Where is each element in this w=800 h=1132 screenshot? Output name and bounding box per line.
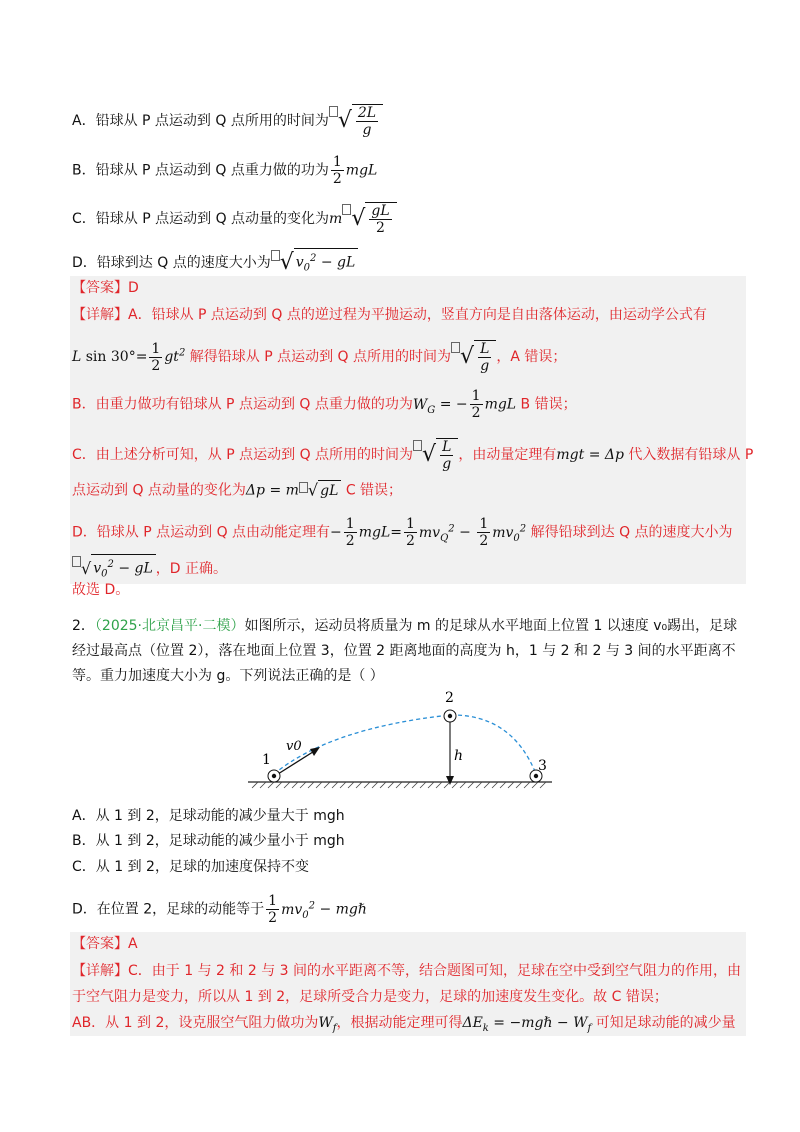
- placeholder-box: [329, 106, 338, 117]
- placeholder-box: [413, 440, 422, 451]
- q2-stem-line2: 经过最高点（位置 2），落在地面上位置 3，位置 2 距离地面的高度为 h，1 与 2 和 2 与 3 间的水平距离不: [72, 643, 736, 659]
- q1-conclusion: 故选 D。: [72, 582, 130, 598]
- q2-detail-ab: AB．从 1 到 2，设克服空气阻力做功为$W_f$，根据动能定理可得$\Delta E_k$ = −mgℏ − $W_f$ 可知足球动能的减少量: [72, 1015, 736, 1034]
- q1-option-b: B．铅球从 P 点运动到 Q 点重力做的功为 $\frac{1}{2}$ mgL: [72, 154, 378, 187]
- q2-option-a: A．从 1 到 2，足球动能的减少量大于 mgh: [72, 808, 345, 824]
- q1-detail-d-line2: √ $v_0^2$ − gL ，D 正确。: [72, 554, 740, 584]
- q1-option-a-text: A．铅球从 P 点运动到 Q 点所用的时间为: [72, 113, 329, 129]
- q1-option-c-text: C．铅球从 P 点运动到 Q 点动量的变化为: [72, 211, 330, 227]
- q1-detail-c-line1: C．由上述分析可知，从 P 点运动到 Q 点所用的时间为 √ $\frac{L}{g}$ ，由动量定理有mgt = Δp 代入数据有铅球从 P: [72, 439, 754, 472]
- q1-option-b-text: B．铅球从 P 点运动到 Q 点重力做的功为: [72, 162, 329, 179]
- q1-detail-a-line2: L sin 30°= $\frac{1}{2}$ $gt^2$ 解得铅球从 P 点运动到 Q 点所用的时间为 √ $\frac{L}{g}$ ，A 错误；: [72, 340, 567, 374]
- placeholder-box: [451, 342, 460, 353]
- ball-position-1: [268, 770, 280, 782]
- q2-stem-line3: 等。重力加速度大小为 g。下列说法正确的是（ ）: [72, 668, 384, 684]
- q2-detail-c-line1: 【详解】C．由于 1 与 2 和 2 与 3 间的水平距离不等，结合题图可知，足球在空中受到空气阻力的作用，由: [72, 963, 742, 979]
- q1-detail-c-line2: 点运动到 Q 点动量的变化为Δp = m √ gL C 错误；: [72, 480, 403, 500]
- height-arrow: [446, 776, 454, 785]
- label-v0: v0: [286, 739, 302, 754]
- placeholder-box: [271, 250, 280, 261]
- q1-option-d: D．铅球到达 Q 点的速度大小为 √ $v_0^2$ − gL: [72, 248, 740, 278]
- q2-option-c: C．从 1 到 2，足球的加速度保持不变: [72, 859, 309, 875]
- q1-option-a-math: √ $\frac{2L}{g}$: [338, 104, 383, 138]
- q1-option-c: C．铅球从 P 点运动到 Q 点动量的变化为m √ $\frac{gL}{2}$: [72, 202, 740, 236]
- q2-stem-line1: 2．（2025·北京昌平·二模）如图所示，运动员将质量为 m 的足球从水平地面上位置 1 以速度 v₀踢出，足球: [72, 618, 738, 634]
- label-position-1: 1: [262, 752, 271, 768]
- ball-position-2: [444, 710, 456, 722]
- q2-figure: [240, 688, 560, 798]
- q1-option-a: [72, 104, 740, 138]
- q2-option-b: B．从 1 到 2，足球动能的减少量小于 mgh: [72, 833, 345, 849]
- q1-detail-b: B．由重力做功有铅球从 P 点运动到 Q 点重力做的功为$W_G$ = − $\frac{1}{2}$ mgL B 错误；: [72, 388, 577, 421]
- trajectory-curve: [274, 715, 536, 774]
- label-position-2: 2: [445, 690, 454, 706]
- placeholder-box: [342, 204, 351, 215]
- q2-source: （2025·北京昌平·二模）: [94, 618, 245, 634]
- label-height: h: [454, 748, 464, 764]
- q1-detail-a-line1: 【详解】A．铅球从 P 点运动到 Q 点的逆过程为平抛运动，竖直方向是自由落体运动，由运动学公式有: [72, 307, 707, 323]
- q2-detail-c-line2: 于空气阻力是变力，所以从 1 到 2，足球所受合力是变力，足球的加速度发生变化。故 C 错误；: [72, 989, 668, 1005]
- q1-answer: 【答案】D: [72, 280, 139, 296]
- q1-detail-d-line1: D．铅球从 P 点运动到 Q 点由动能定理有− $\frac{1}{2}$ mgL= $\frac{1}{2}$ $mv_Q^2$ − $\frac{1}{2}$ $mv_0^2$ 解得铅球到达 Q 点的速度大小为: [72, 516, 733, 549]
- label-position-3: 3: [538, 758, 547, 774]
- q1-option-d-text: D．铅球到达 Q 点的速度大小为: [72, 255, 271, 272]
- q2-option-d: D．在位置 2，足球的动能等于 $\frac{1}{2}$ $mv_0^2$ − mgℏ: [72, 893, 367, 926]
- q2-answer: 【答案】A: [72, 936, 138, 952]
- ground-hatching: [252, 782, 546, 788]
- placeholder-box: [299, 482, 308, 493]
- placeholder-box: [72, 556, 81, 567]
